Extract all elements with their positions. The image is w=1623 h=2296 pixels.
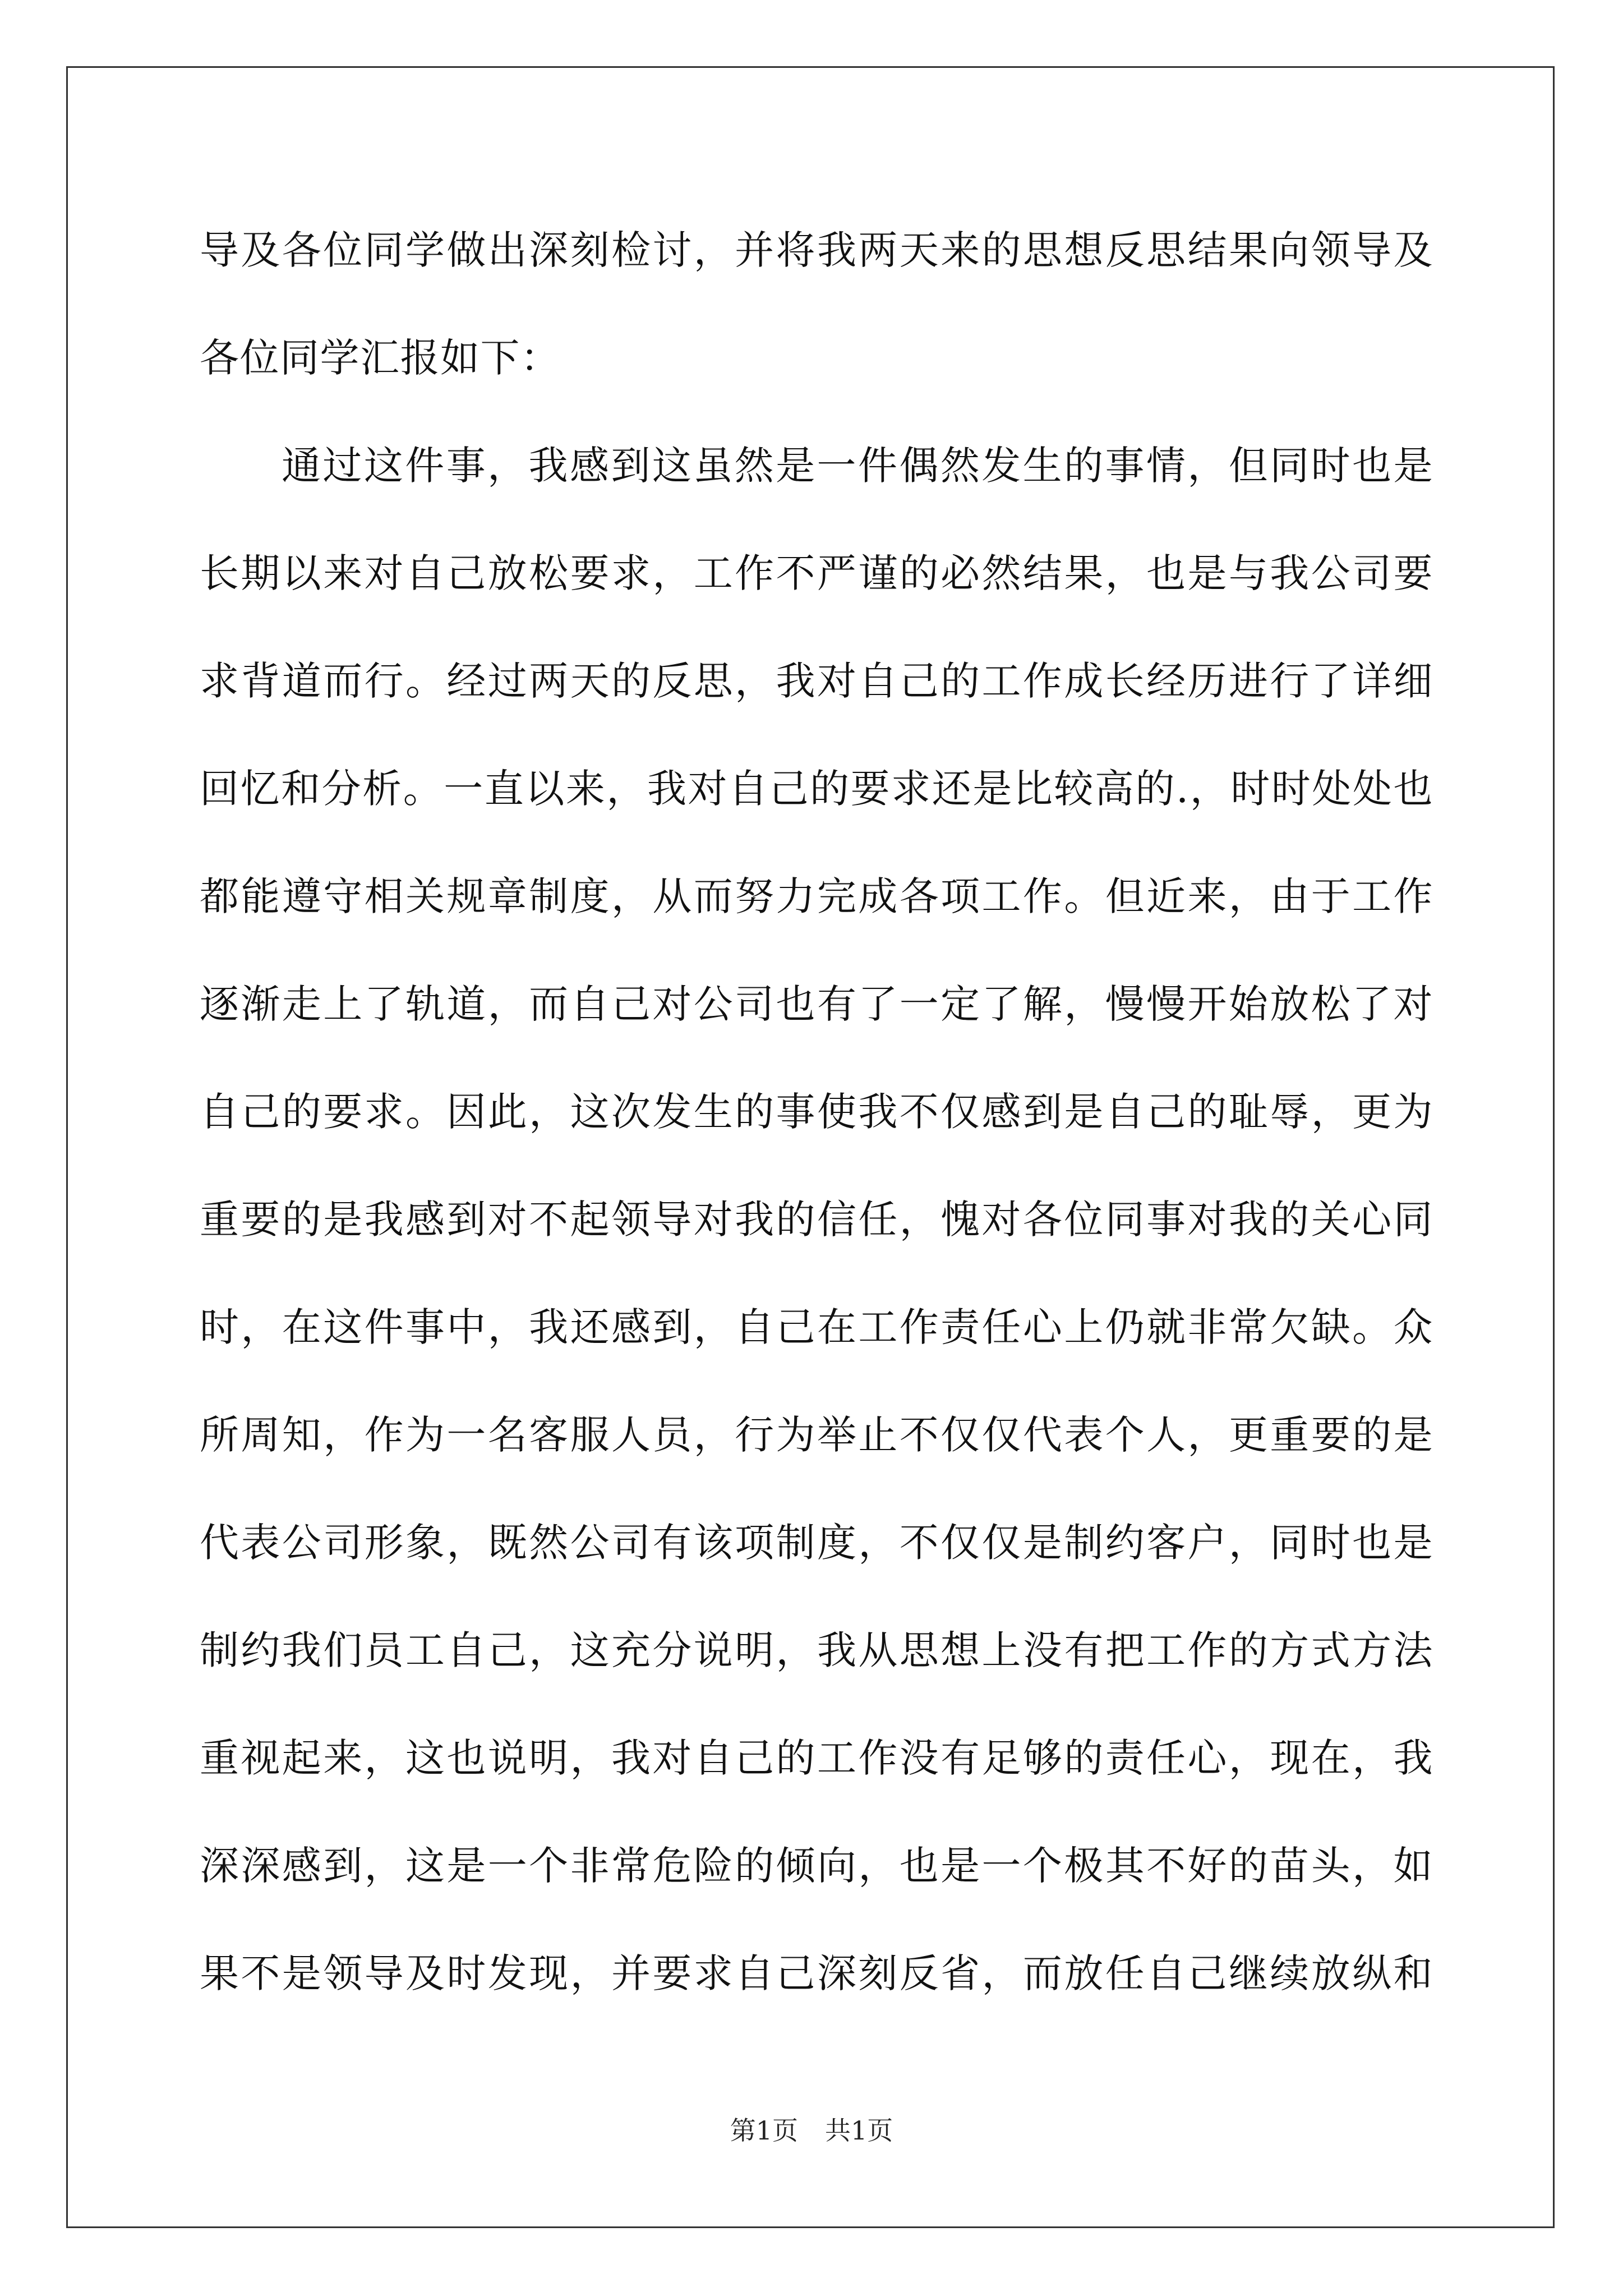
text-line: 重视起来，这也说明，我对自己的工作没有足够的责任心，现在，我	[200, 1735, 1433, 1781]
page-number-total: 共1页	[825, 2115, 893, 2146]
text-line: 重要的是我感到对不起领导对我的信任，愧对各位同事对我的关心同	[200, 1197, 1433, 1243]
text-line: 长期以来对自己放松要求，工作不严谨的必然结果，也是与我公司要	[200, 550, 1433, 596]
text-line: 时，在这件事中，我还感到，自己在工作责任心上仍就非常欠缺。众	[200, 1304, 1433, 1350]
text-line: 自己的要求。因此，这次发生的事使我不仅感到是自己的耻辱，更为	[200, 1089, 1433, 1135]
document-body	[200, 196, 1433, 2027]
text-line: 所周知，作为一名客服人员，行为举止不仅仅代表个人，更重要的是	[200, 1412, 1433, 1458]
text-line: 各位同学汇报如下：	[200, 335, 561, 381]
text-line: 回忆和分析。一直以来，我对自己的要求还是比较高的.，时时处处也	[200, 766, 1433, 812]
paragraph-first-line: 通过这件事，我感到这虽然是一件偶然发生的事情，但同时也是	[282, 443, 1433, 489]
text-line: 都能遵守相关规章制度，从而努力完成各项工作。但近来，由于工作	[200, 873, 1433, 919]
text-line: 逐渐走上了轨道，而自己对公司也有了一定了解，慢慢开始放松了对	[200, 981, 1433, 1027]
text-line: 制约我们员工自己，这充分说明，我从思想上没有把工作的方式方法	[200, 1627, 1433, 1673]
page-number-current: 第1页	[730, 2115, 798, 2146]
text-line: 果不是领导及时发现，并要求自己深刻反省，而放任自己继续放纵和	[200, 1950, 1433, 1996]
text-line: 代表公司形象，既然公司有该项制度，不仅仅是制约客户，同时也是	[200, 1520, 1433, 1566]
text-line: 求背道而行。经过两天的反思，我对自己的工作成长经历进行了详细	[200, 658, 1433, 704]
page-footer	[0, 2110, 1623, 2147]
text-line: 深深感到，这是一个非常危险的倾向，也是一个极其不好的苗头，如	[200, 1843, 1433, 1889]
text-line: 导及各位同学做出深刻检讨，并将我两天来的思想反思结果向领导及	[200, 227, 1433, 273]
